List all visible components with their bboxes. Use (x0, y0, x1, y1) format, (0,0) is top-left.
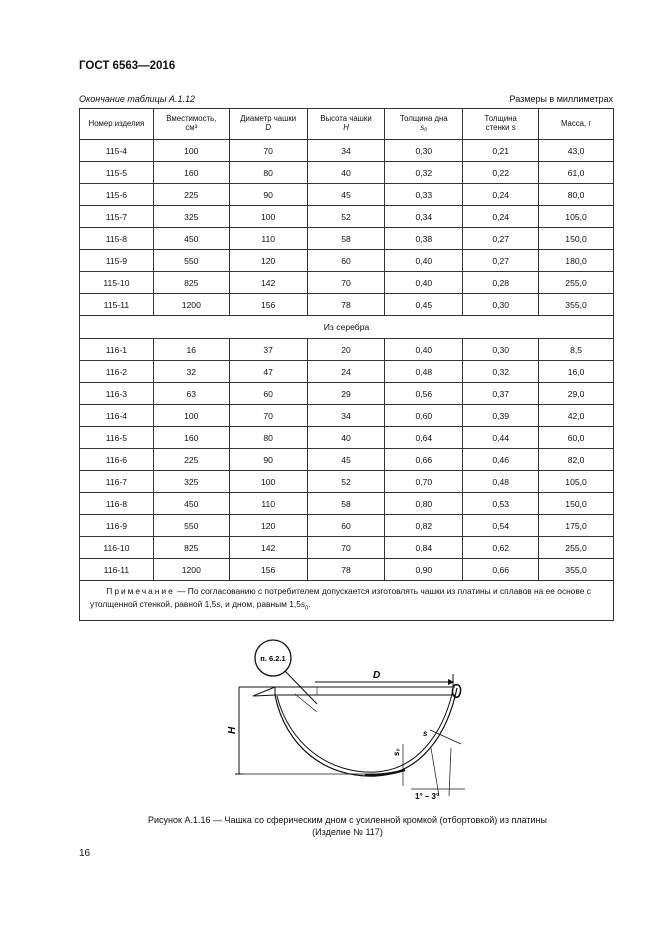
table-cell: 0,82 (385, 515, 463, 537)
table-cell: 0,24 (463, 206, 539, 228)
table-row (80, 493, 614, 515)
table-cell: 0,48 (385, 361, 463, 383)
table-cell: 115-6 (80, 184, 154, 206)
col-header-number: Номер изделия (80, 109, 154, 140)
table-cell: 70 (307, 272, 385, 294)
table-cell: 0,24 (463, 184, 539, 206)
table-cell: 255,0 (539, 537, 614, 559)
table-cell: 0,40 (385, 272, 463, 294)
table-cell: 550 (153, 250, 229, 272)
table-cell: 43,0 (539, 140, 614, 162)
ref-label: п. 6.2.1 (260, 654, 286, 663)
table-cell: 0,53 (463, 493, 539, 515)
table-cell: 63 (153, 383, 229, 405)
table-cell: 115-4 (80, 140, 154, 162)
table-row (80, 515, 614, 537)
cup-drawing (225, 636, 485, 814)
table-cell: 115-11 (80, 294, 154, 316)
table-cell: 0,30 (463, 294, 539, 316)
table-cell: 110 (229, 228, 307, 250)
table-cell: 116-5 (80, 427, 154, 449)
bowl-outer (275, 688, 457, 776)
col-header-height: Высота чашки H (307, 109, 385, 140)
table-cell: 105,0 (539, 471, 614, 493)
table-cell: 0,62 (463, 537, 539, 559)
table-cell: 58 (307, 228, 385, 250)
col-header-wall-thickness: Толщина стенки s (463, 109, 539, 140)
table-cell: 80 (229, 162, 307, 184)
table-body-platinum (80, 140, 614, 316)
table-cell: 175,0 (539, 515, 614, 537)
table-cell: 120 (229, 250, 307, 272)
table-cell: 45 (307, 184, 385, 206)
table-cell: 325 (153, 471, 229, 493)
table-cell: 160 (153, 162, 229, 184)
figure-caption: Рисунок А.1.16 — Чашка со сферическим дном с усиленной кромкой (отбортовкой) из платины (Изделие № 117) (148, 815, 547, 838)
table-cell: 45 (307, 449, 385, 471)
table-cell: 0,32 (385, 162, 463, 184)
table-cell: 156 (229, 294, 307, 316)
table-cell: 116-7 (80, 471, 154, 493)
table-row (80, 339, 614, 361)
table-cell: 0,84 (385, 537, 463, 559)
table-cell: 1200 (153, 559, 229, 581)
table-cell: 0,66 (463, 559, 539, 581)
table-cell: 34 (307, 140, 385, 162)
table-cell: 40 (307, 162, 385, 184)
table-cell: 0,70 (385, 471, 463, 493)
table-cell: 142 (229, 272, 307, 294)
table-cell: 0,64 (385, 427, 463, 449)
table-row (80, 405, 614, 427)
label-s0: s₀ (392, 748, 401, 756)
table-cell: 0,30 (463, 339, 539, 361)
table-cell: 0,40 (385, 250, 463, 272)
table-cell: 0,37 (463, 383, 539, 405)
table-cell: 24 (307, 361, 385, 383)
table-cell: 0,40 (385, 339, 463, 361)
table-cell: 150,0 (539, 228, 614, 250)
table-cell: 156 (229, 559, 307, 581)
table-cell: 60,0 (539, 427, 614, 449)
table-cell: 355,0 (539, 294, 614, 316)
table-cell: 142 (229, 537, 307, 559)
table-cell: 0,34 (385, 206, 463, 228)
table-cell: 0,21 (463, 140, 539, 162)
table-row (80, 294, 614, 316)
data-table (79, 108, 614, 621)
table-cell: 0,80 (385, 493, 463, 515)
table-cell: 0,30 (385, 140, 463, 162)
col-header-bottom-thickness: Толщина дна s₀ (385, 109, 463, 140)
table-cell: 825 (153, 537, 229, 559)
table-cell: 115-9 (80, 250, 154, 272)
table-cell: 60 (229, 383, 307, 405)
table-cell: 825 (153, 272, 229, 294)
table-row (80, 449, 614, 471)
table-cell: 0,27 (463, 228, 539, 250)
document-header: ГОСТ 6563—2016 (79, 60, 176, 72)
label-s: s (423, 729, 428, 738)
page-number: 16 (79, 848, 91, 859)
table-cell: 80,0 (539, 184, 614, 206)
table-note: Примечание — По согласованию с потребителем допускается изготовлять чашки из платины и сплавов на ее основе с утолщенной стенкой, равной 1,5s, и дном, равным $1,5s_0$. (80, 581, 614, 621)
table-continuation-caption: Окончание таблицы А.1.12 (79, 94, 195, 104)
table-cell: 0,66 (385, 449, 463, 471)
table-cell: 120 (229, 515, 307, 537)
table-cell: 150,0 (539, 493, 614, 515)
table-cell: 116-9 (80, 515, 154, 537)
table-row (80, 361, 614, 383)
table-cell: 115-7 (80, 206, 154, 228)
table-cell: 20 (307, 339, 385, 361)
table-row (80, 471, 614, 493)
table-cell: 0,32 (463, 361, 539, 383)
section-label: Из серебра (80, 316, 614, 339)
table-cell: 0,44 (463, 427, 539, 449)
table-cell: 70 (229, 140, 307, 162)
table-cell: 8,5 (539, 339, 614, 361)
table-cell: 100 (153, 140, 229, 162)
label-angle: 1° – 3° (415, 792, 440, 801)
table-cell: 160 (153, 427, 229, 449)
label-H: H (227, 726, 238, 734)
table-cell: 115-8 (80, 228, 154, 250)
table-row (80, 383, 614, 405)
table-cell: 78 (307, 559, 385, 581)
table-cell: 105,0 (539, 206, 614, 228)
table-cell: 40 (307, 427, 385, 449)
table-cell: 78 (307, 294, 385, 316)
table-cell: 80 (229, 427, 307, 449)
table-cell: 116-1 (80, 339, 154, 361)
table-cell: 116-10 (80, 537, 154, 559)
table-row (80, 206, 614, 228)
table-header-row (80, 109, 614, 140)
table-cell: 70 (229, 405, 307, 427)
table-cell: 32 (153, 361, 229, 383)
table-cell: 0,22 (463, 162, 539, 184)
table-row (80, 184, 614, 206)
table-cell: 550 (153, 515, 229, 537)
table-row (80, 162, 614, 184)
table-cell: 255,0 (539, 272, 614, 294)
table-cell: 0,56 (385, 383, 463, 405)
col-header-diameter: Диаметр чашки D (229, 109, 307, 140)
table-cell: 0,33 (385, 184, 463, 206)
table-cell: 0,45 (385, 294, 463, 316)
table-row (80, 427, 614, 449)
table-row (80, 537, 614, 559)
table-cell: 0,39 (463, 405, 539, 427)
table-cell: 116-6 (80, 449, 154, 471)
table-cell: 29 (307, 383, 385, 405)
table-cell: 0,38 (385, 228, 463, 250)
table-cell: 100 (229, 471, 307, 493)
table-cell: 29,0 (539, 383, 614, 405)
table-cell: 450 (153, 493, 229, 515)
table-cell: 90 (229, 184, 307, 206)
table-cell: 116-3 (80, 383, 154, 405)
table-row (80, 272, 614, 294)
table-cell: 116-8 (80, 493, 154, 515)
section-row (80, 316, 614, 339)
table-cell: 1200 (153, 294, 229, 316)
table-body-silver (80, 339, 614, 581)
table-cell: 16,0 (539, 361, 614, 383)
table-cell: 0,46 (463, 449, 539, 471)
table-row (80, 140, 614, 162)
table-cell: 116-2 (80, 361, 154, 383)
table-cell: 225 (153, 184, 229, 206)
label-D: D (373, 670, 381, 681)
table-cell: 34 (307, 405, 385, 427)
spout (253, 687, 275, 696)
table-cell: 58 (307, 493, 385, 515)
table-cell: 37 (229, 339, 307, 361)
note-label: Примечание (106, 586, 175, 596)
table-cell: 0,27 (463, 250, 539, 272)
table-cell: 0,28 (463, 272, 539, 294)
note-row (80, 581, 614, 621)
table-cell: 110 (229, 493, 307, 515)
table-cell: 0,60 (385, 405, 463, 427)
table-cell: 325 (153, 206, 229, 228)
table-cell: 52 (307, 206, 385, 228)
table-cell: 116-4 (80, 405, 154, 427)
table-cell: 52 (307, 471, 385, 493)
table-cell: 0,48 (463, 471, 539, 493)
col-header-capacity: Вместимость, см³ (153, 109, 229, 140)
table-cell: 355,0 (539, 559, 614, 581)
table-cell: 60 (307, 250, 385, 272)
table-cell: 0,54 (463, 515, 539, 537)
table-cell: 0,90 (385, 559, 463, 581)
table-cell: 60 (307, 515, 385, 537)
table-cell: 82,0 (539, 449, 614, 471)
table-cell: 70 (307, 537, 385, 559)
table-cell: 116-11 (80, 559, 154, 581)
table-cell: 47 (229, 361, 307, 383)
table-row (80, 559, 614, 581)
table-row (80, 228, 614, 250)
table-cell: 42,0 (539, 405, 614, 427)
units-caption: Размеры в миллиметрах (509, 94, 613, 104)
table-cell: 90 (229, 449, 307, 471)
table-cell: 225 (153, 449, 229, 471)
table-cell: 450 (153, 228, 229, 250)
table-cell: 16 (153, 339, 229, 361)
table-cell: 180,0 (539, 250, 614, 272)
table-cell: 115-10 (80, 272, 154, 294)
col-header-mass: Масса, г (539, 109, 614, 140)
table-cell: 115-5 (80, 162, 154, 184)
table-row (80, 250, 614, 272)
table-cell: 61,0 (539, 162, 614, 184)
table-cell: 100 (229, 206, 307, 228)
table-cell: 100 (153, 405, 229, 427)
